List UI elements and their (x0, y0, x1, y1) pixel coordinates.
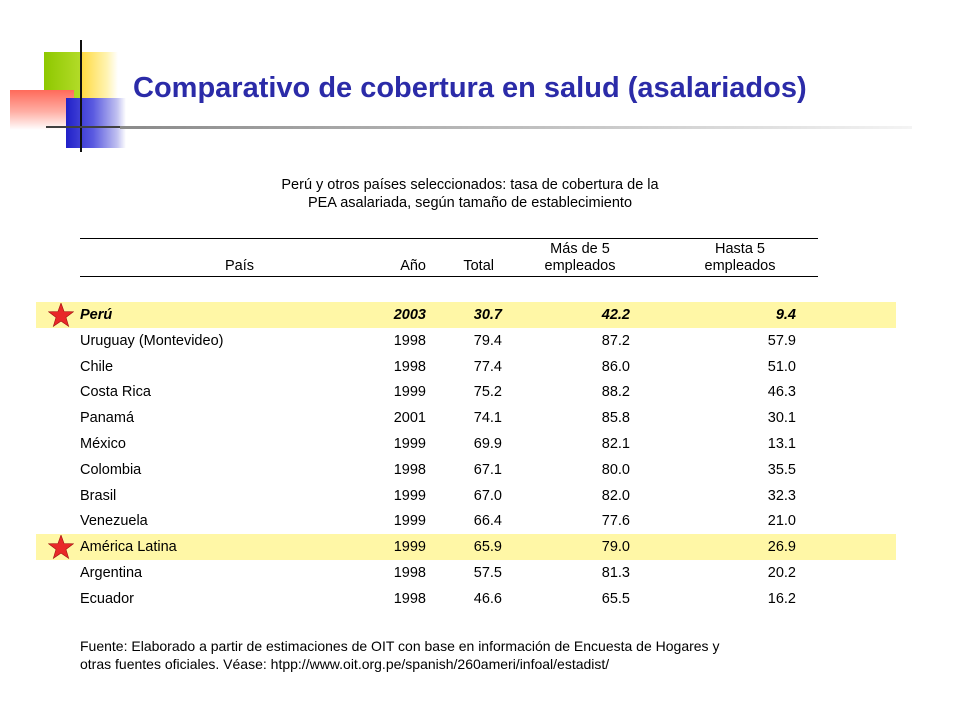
cell-pais: México (80, 436, 126, 452)
cell-ano: 1998 (393, 358, 426, 375)
cell-mas: 65.5 (601, 590, 630, 607)
table-row (36, 508, 896, 534)
cell-hasta: 35.5 (767, 461, 796, 478)
cell-mas: 80.0 (601, 461, 630, 478)
cell-pais: Chile (80, 358, 114, 375)
logo-horizontal-line (46, 126, 126, 128)
cell-pais: Venezuela (80, 513, 148, 530)
source-note-line-2: otras fuentes oficiales. Véase: htpp://www.oit.org.pe/spanish/260ameri/infoal/estadist/ (80, 656, 610, 672)
cell-mas: 42.2 (601, 307, 630, 323)
table-subtitle (160, 176, 780, 212)
cell-hasta: 30.1 (767, 410, 796, 427)
header-hasta-5 (690, 241, 790, 275)
cell-pais: Brasil (80, 487, 117, 504)
cell-mas: 88.2 (601, 384, 630, 401)
table-row (36, 379, 896, 405)
cell-mas: 87.2 (601, 332, 630, 349)
cell-total: 77.4 (473, 358, 502, 375)
cell-total: 74.1 (473, 410, 502, 427)
header-hasta-line-1: Hasta 5 (715, 241, 765, 257)
cell-hasta: 21.0 (767, 513, 796, 530)
cell-pais: Ecuador (80, 590, 135, 607)
cell-total: 75.2 (473, 384, 502, 401)
cell-total: 69.9 (473, 436, 502, 452)
cell-mas: 82.1 (601, 436, 630, 452)
header-mas-line-2: empleados (544, 258, 616, 274)
header-pais: País (224, 258, 254, 274)
table-row (36, 405, 896, 431)
table-row (36, 560, 896, 586)
cell-ano: 1999 (393, 436, 426, 452)
cell-mas: 77.6 (601, 513, 630, 530)
header-hasta-line-2: empleados (704, 258, 776, 274)
logo-blue-square (66, 98, 126, 148)
star-icon (48, 535, 74, 559)
header-total: Total (463, 258, 494, 274)
cell-hasta: 26.9 (767, 539, 796, 556)
title-underline (120, 126, 912, 129)
cell-mas: 82.0 (601, 487, 630, 504)
logo-red-square (10, 90, 74, 130)
cell-ano: 2003 (393, 307, 426, 323)
cell-total: 57.5 (473, 565, 502, 581)
cell-ano: 1998 (393, 332, 426, 349)
logo-yellow-square (80, 52, 118, 98)
cell-ano: 1999 (393, 539, 426, 556)
cell-ano: 1999 (393, 513, 426, 530)
header-bottom-rule (80, 276, 818, 277)
source-note-line-1: Fuente: Elaborado a partir de estimaciones de OIT con base en información de Encuesta de Hogares y (80, 638, 720, 654)
header-mas-line-1: Más de 5 (550, 241, 610, 257)
cell-ano: 1998 (393, 565, 426, 581)
table-row (36, 302, 896, 328)
table-row (36, 328, 896, 354)
cell-total: 79.4 (473, 332, 502, 349)
cell-hasta: 32.3 (767, 487, 796, 504)
cell-hasta: 13.1 (767, 436, 796, 452)
cell-hasta: 16.2 (767, 590, 796, 607)
cell-ano: 1999 (393, 487, 426, 504)
table-subtitle-line-1: Perú y otros países seleccionados: tasa de cobertura de la (281, 177, 659, 193)
cell-total: 66.4 (473, 513, 502, 530)
cell-hasta: 51.0 (767, 358, 796, 375)
cell-mas: 86.0 (601, 358, 630, 375)
cell-mas: 85.8 (601, 410, 630, 427)
cell-total: 65.9 (473, 539, 502, 556)
source-note (80, 637, 920, 673)
cell-ano: 2001 (393, 410, 426, 427)
star-icon (48, 303, 74, 327)
cell-mas: 81.3 (601, 565, 630, 581)
cell-ano: 1998 (393, 590, 426, 607)
cell-ano: 1999 (393, 384, 426, 401)
table-row (36, 483, 896, 509)
table-row (36, 457, 896, 483)
cell-pais: Costa Rica (80, 384, 151, 401)
cell-ano: 1998 (393, 461, 426, 478)
slide-logo (0, 0, 140, 160)
cell-total: 30.7 (473, 307, 502, 323)
table-row (36, 354, 896, 380)
cell-pais: Panamá (80, 410, 135, 427)
cell-hasta: 20.2 (767, 565, 796, 581)
table-subtitle-line-2: PEA asalariada, según tamaño de establecimiento (307, 195, 633, 211)
cell-pais: América Latina (80, 539, 177, 556)
cell-hasta: 46.3 (767, 384, 796, 401)
table-row (36, 586, 896, 612)
cell-pais: Colombia (80, 461, 142, 478)
cell-pais: Uruguay (Montevideo) (80, 332, 224, 349)
header-ano: Año (400, 258, 426, 274)
slide-title: Comparativo de cobertura en salud (asalariados) (133, 72, 807, 104)
cell-pais: Perú (80, 307, 113, 323)
header-mas-de-5 (530, 241, 630, 275)
table-row (36, 534, 896, 560)
table-row (36, 431, 896, 457)
cell-pais: Argentina (80, 565, 143, 581)
cell-total: 67.1 (473, 461, 502, 478)
logo-vertical-line (80, 40, 82, 152)
cell-total: 46.6 (473, 590, 502, 607)
header-top-rule (80, 238, 818, 239)
cell-total: 67.0 (473, 487, 502, 504)
cell-mas: 79.0 (601, 539, 630, 556)
cell-hasta: 9.4 (775, 307, 796, 323)
cell-hasta: 57.9 (767, 332, 796, 349)
